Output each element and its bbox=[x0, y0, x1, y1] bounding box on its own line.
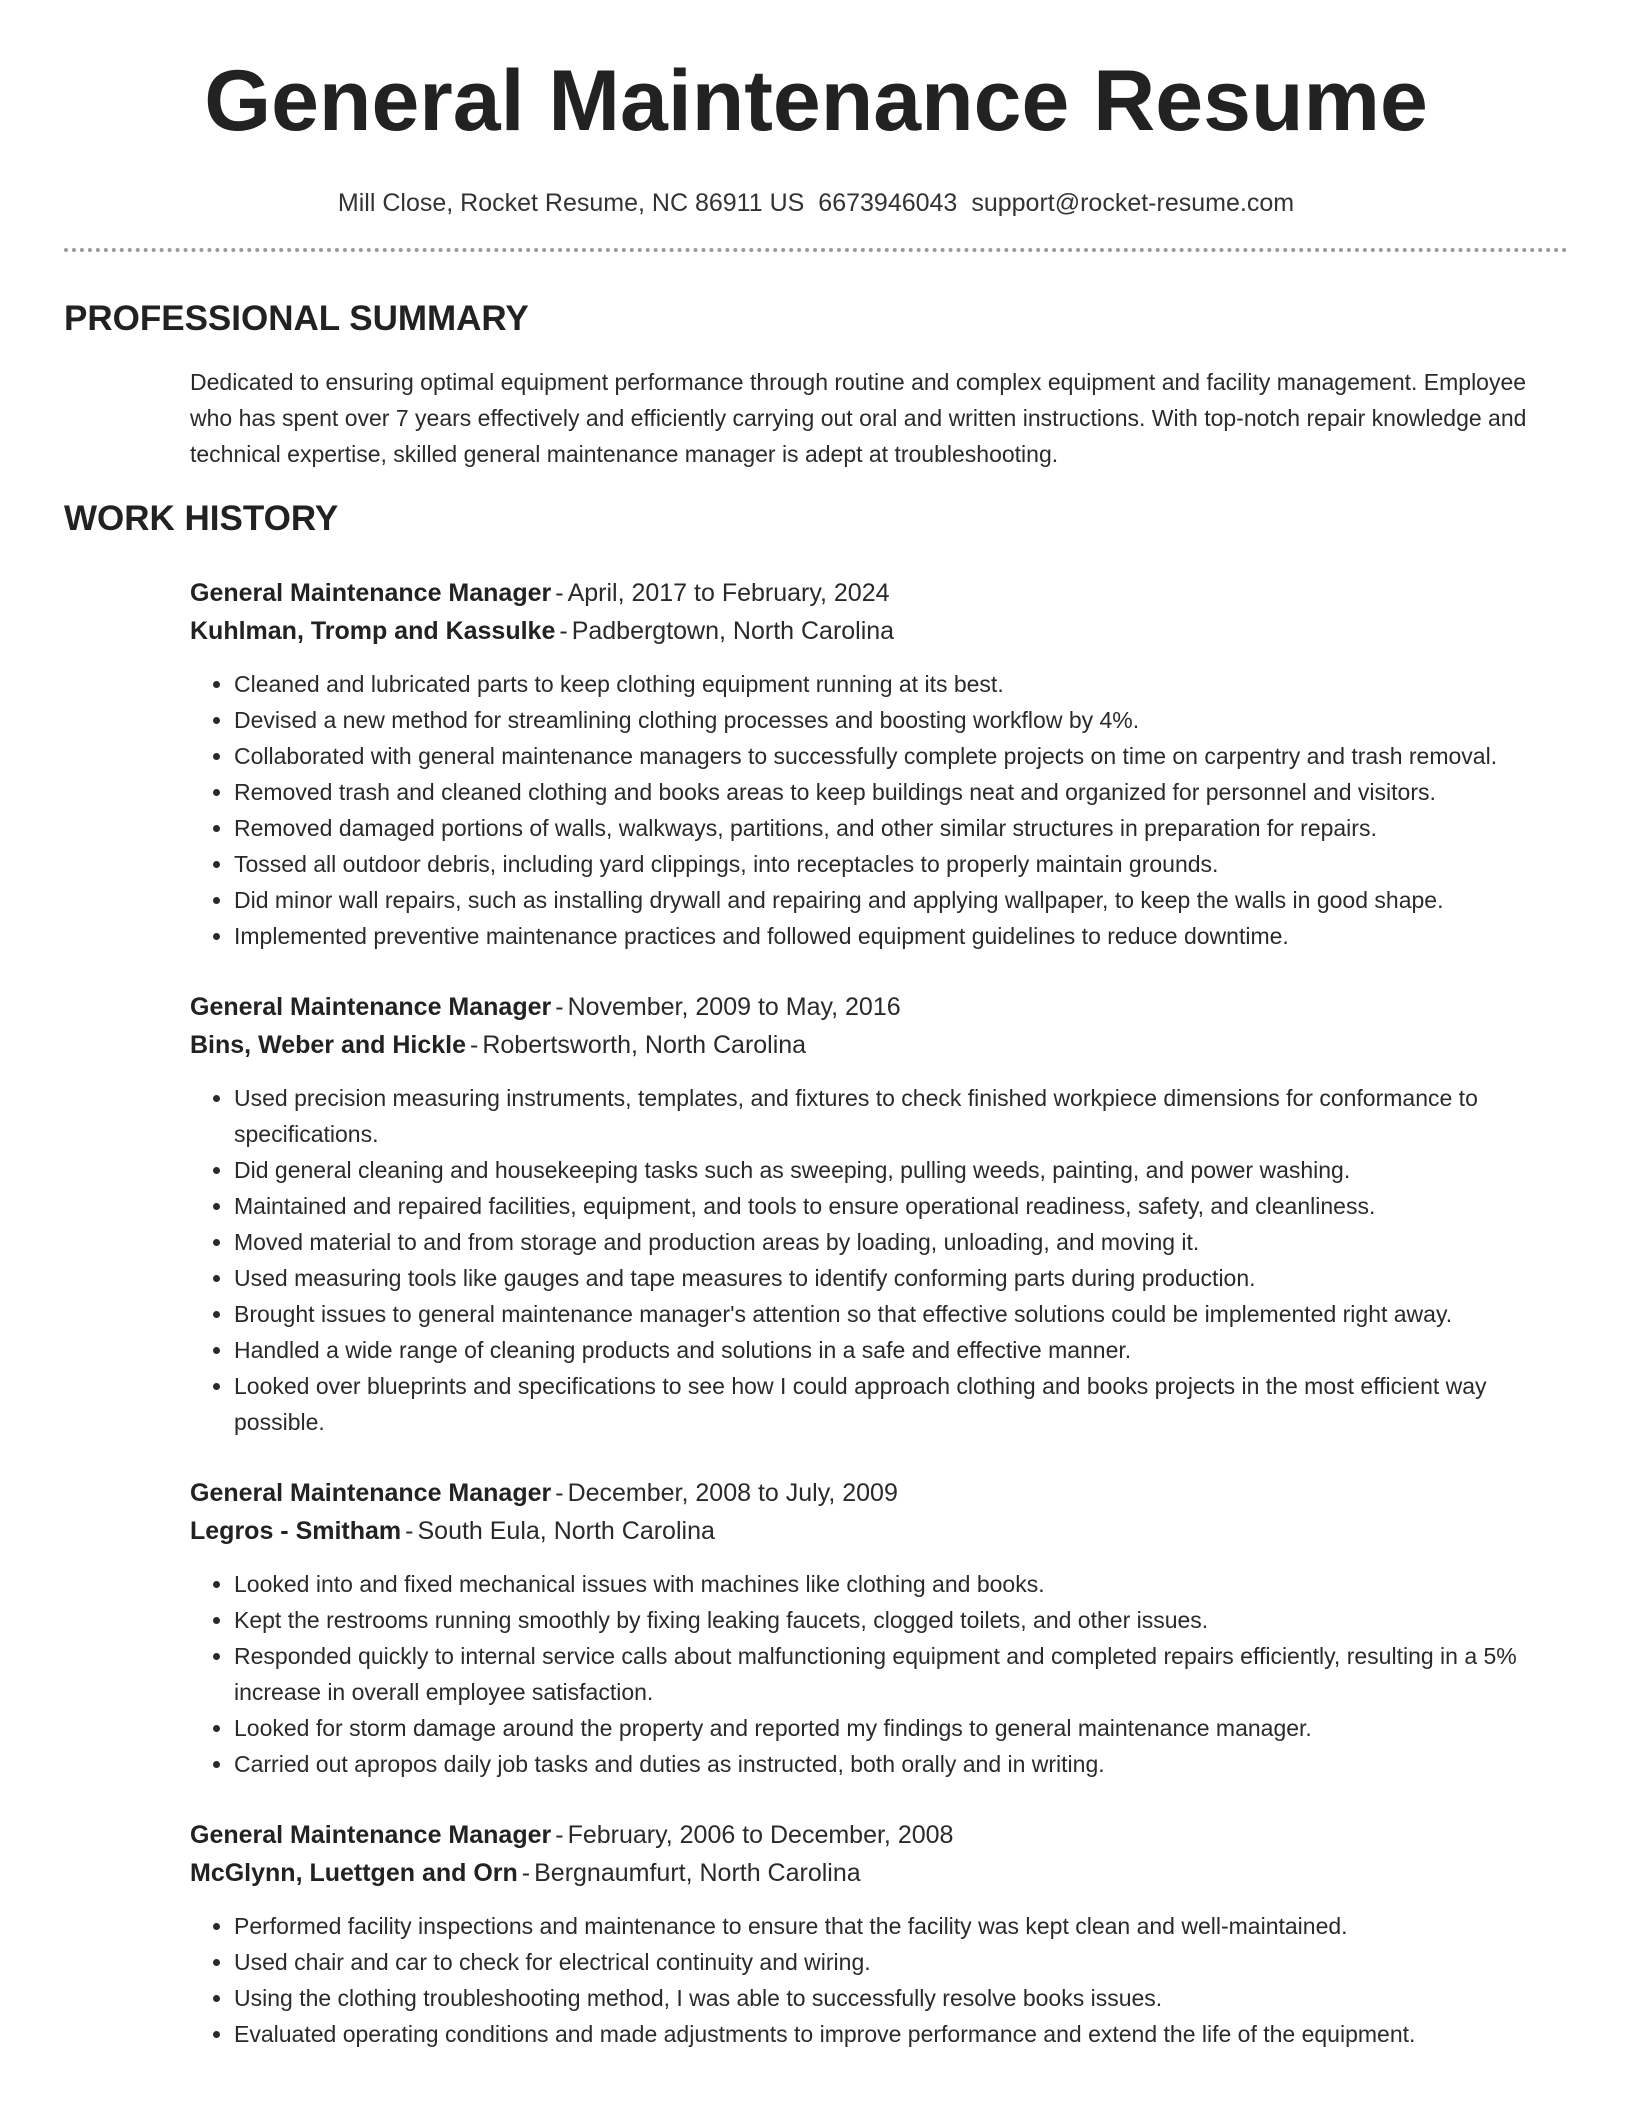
job-bullet: • Tossed all outdoor debris, including yard clippings, into receptacles to properly maintain grounds. bbox=[234, 846, 1568, 882]
job-bullet: • Looked into and fixed mechanical issues with machines like clothing and books. bbox=[234, 1566, 1568, 1602]
resume-page bbox=[64, 0, 1568, 2052]
contact-line bbox=[64, 188, 1568, 218]
contact-address: Mill Close, Rocket Resume, NC 86911 US bbox=[337, 189, 805, 217]
job-bullet: • Removed trash and cleaned clothing and books areas to keep buildings neat and organized for personnel and visitors. bbox=[234, 774, 1568, 810]
professional-summary-section bbox=[64, 298, 1568, 472]
job-role: General Maintenance Manager bbox=[190, 993, 552, 1021]
job-company-line: Legros - Smitham - South Eula, North Carolina bbox=[190, 1517, 715, 1545]
job-company-line: Bins, Weber and Hickle - Robertsworth, North Carolina bbox=[190, 1031, 807, 1059]
job-role-line: General Maintenance Manager - April, 2017 to February, 2024 bbox=[190, 579, 890, 607]
job-location: Bergnaumfurt, North Carolina bbox=[534, 1859, 861, 1887]
job-entry bbox=[190, 1474, 1568, 1782]
job-role-line: General Maintenance Manager - December, 2008 to July, 2009 bbox=[190, 1479, 898, 1507]
job-bullet: • Handled a wide range of cleaning products and solutions in a safe and effective manner. bbox=[234, 1332, 1568, 1368]
job-location: South Eula, North Carolina bbox=[417, 1517, 715, 1545]
job-role: General Maintenance Manager bbox=[190, 579, 552, 607]
job-bullet: • Implemented preventive maintenance practices and followed equipment guidelines to reduce downtime. bbox=[234, 918, 1568, 954]
job-bullet: • Looked for storm damage around the property and reported my findings to general maintenance manager. bbox=[234, 1710, 1568, 1746]
job-bullet: • Collaborated with general maintenance managers to successfully complete projects on time on carpentry and trash removal. bbox=[234, 738, 1568, 774]
job-bullet: • Kept the restrooms running smoothly by fixing leaking faucets, clogged toilets, and other issues. bbox=[234, 1602, 1568, 1638]
job-bullet: • Used precision measuring instruments, templates, and fixtures to check finished workpiece dimensions for conformance to specifications. bbox=[234, 1080, 1568, 1152]
job-company: Legros - Smitham bbox=[190, 1517, 402, 1545]
job-bullet: • Did minor wall repairs, such as installing drywall and repairing and applying wallpaper, to keep the walls in good shape. bbox=[234, 882, 1568, 918]
job-location: Robertsworth, North Carolina bbox=[482, 1031, 807, 1059]
job-bullet: • Did general cleaning and housekeeping tasks such as sweeping, pulling weeds, painting, and power washing. bbox=[234, 1152, 1568, 1188]
contact-phone: 6673946043 bbox=[818, 189, 958, 217]
resume-title: General Maintenance Resume bbox=[204, 53, 1428, 149]
job-bullet: • Moved material to and from storage and production areas by loading, unloading, and moving it. bbox=[234, 1224, 1568, 1260]
job-bullets bbox=[190, 666, 1568, 954]
job-company: Kuhlman, Tromp and Kassulke bbox=[190, 617, 556, 645]
job-company: Bins, Weber and Hickle bbox=[190, 1031, 467, 1059]
job-entry bbox=[190, 988, 1568, 1440]
summary-heading: PROFESSIONAL SUMMARY bbox=[64, 299, 529, 338]
job-bullet: • Cleaned and lubricated parts to keep clothing equipment running at its best. bbox=[234, 666, 1568, 702]
job-bullet: • Responded quickly to internal service calls about malfunctioning equipment and completed repairs efficiently, resulting in a 5% increase in overall employee satisfaction. bbox=[234, 1638, 1568, 1710]
job-bullet: • Maintained and repaired facilities, equipment, and tools to ensure operational readiness, safety, and cleanliness. bbox=[234, 1188, 1568, 1224]
job-bullet: • Performed facility inspections and maintenance to ensure that the facility was kept clean and well-maintained. bbox=[234, 1908, 1568, 1944]
job-location: Padbergtown, North Carolina bbox=[571, 617, 895, 645]
job-dates: December, 2008 to July, 2009 bbox=[567, 1479, 898, 1507]
job-role: General Maintenance Manager bbox=[190, 1479, 552, 1507]
job-bullet: • Removed damaged portions of walls, walkways, partitions, and other similar structures in preparation for repairs. bbox=[234, 810, 1568, 846]
job-bullet: • Devised a new method for streamlining clothing processes and boosting workflow by 4%. bbox=[234, 702, 1568, 738]
job-dates: November, 2009 to May, 2016 bbox=[567, 993, 901, 1021]
work-history-heading: WORK HISTORY bbox=[64, 499, 339, 538]
job-bullet: • Used measuring tools like gauges and tape measures to identify conforming parts during production. bbox=[234, 1260, 1568, 1296]
job-bullets bbox=[190, 1908, 1568, 2052]
summary-text: Dedicated to ensuring optimal equipment performance through routine and complex equipment and facility management. Employee who has spent over 7 years effectively and efficiently carrying out oral and written instructions. With top-notch repair knowledge and technical expertise, skilled general maintenance manager is adept at troubleshooting. bbox=[190, 369, 1527, 467]
job-bullets bbox=[190, 1080, 1568, 1440]
job-bullet: • Evaluated operating conditions and made adjustments to improve performance and extend the life of the equipment. bbox=[234, 2016, 1568, 2052]
job-entry bbox=[190, 574, 1568, 954]
job-company-line: Kuhlman, Tromp and Kassulke - Padbergtown, North Carolina bbox=[190, 617, 895, 645]
job-bullet: • Looked over blueprints and specifications to see how I could approach clothing and books projects in the most efficient way possible. bbox=[234, 1368, 1568, 1440]
job-bullets bbox=[190, 1566, 1568, 1782]
job-dates: April, 2017 to February, 2024 bbox=[567, 579, 890, 607]
job-dates: February, 2006 to December, 2008 bbox=[567, 1821, 954, 1849]
work-history-section bbox=[64, 498, 1568, 2052]
job-entry bbox=[190, 1816, 1568, 2052]
job-role: General Maintenance Manager bbox=[190, 1821, 552, 1849]
header-divider bbox=[64, 248, 1568, 252]
job-company: McGlynn, Luettgen and Orn bbox=[190, 1859, 518, 1887]
job-bullet: • Used chair and car to check for electrical continuity and wiring. bbox=[234, 1944, 1568, 1980]
contact-email: support@rocket-resume.com bbox=[971, 189, 1295, 217]
job-bullet: • Brought issues to general maintenance manager's attention so that effective solutions could be implemented right away. bbox=[234, 1296, 1568, 1332]
job-role-line: General Maintenance Manager - November, 2009 to May, 2016 bbox=[190, 993, 901, 1021]
job-company-line: McGlynn, Luettgen and Orn - Bergnaumfurt, North Carolina bbox=[190, 1859, 861, 1887]
job-role-line: General Maintenance Manager - February, 2006 to December, 2008 bbox=[190, 1821, 954, 1849]
job-bullet: • Using the clothing troubleshooting method, I was able to successfully resolve books issues. bbox=[234, 1980, 1568, 2016]
job-bullet: • Carried out apropos daily job tasks and duties as instructed, both orally and in writing. bbox=[234, 1746, 1568, 1782]
